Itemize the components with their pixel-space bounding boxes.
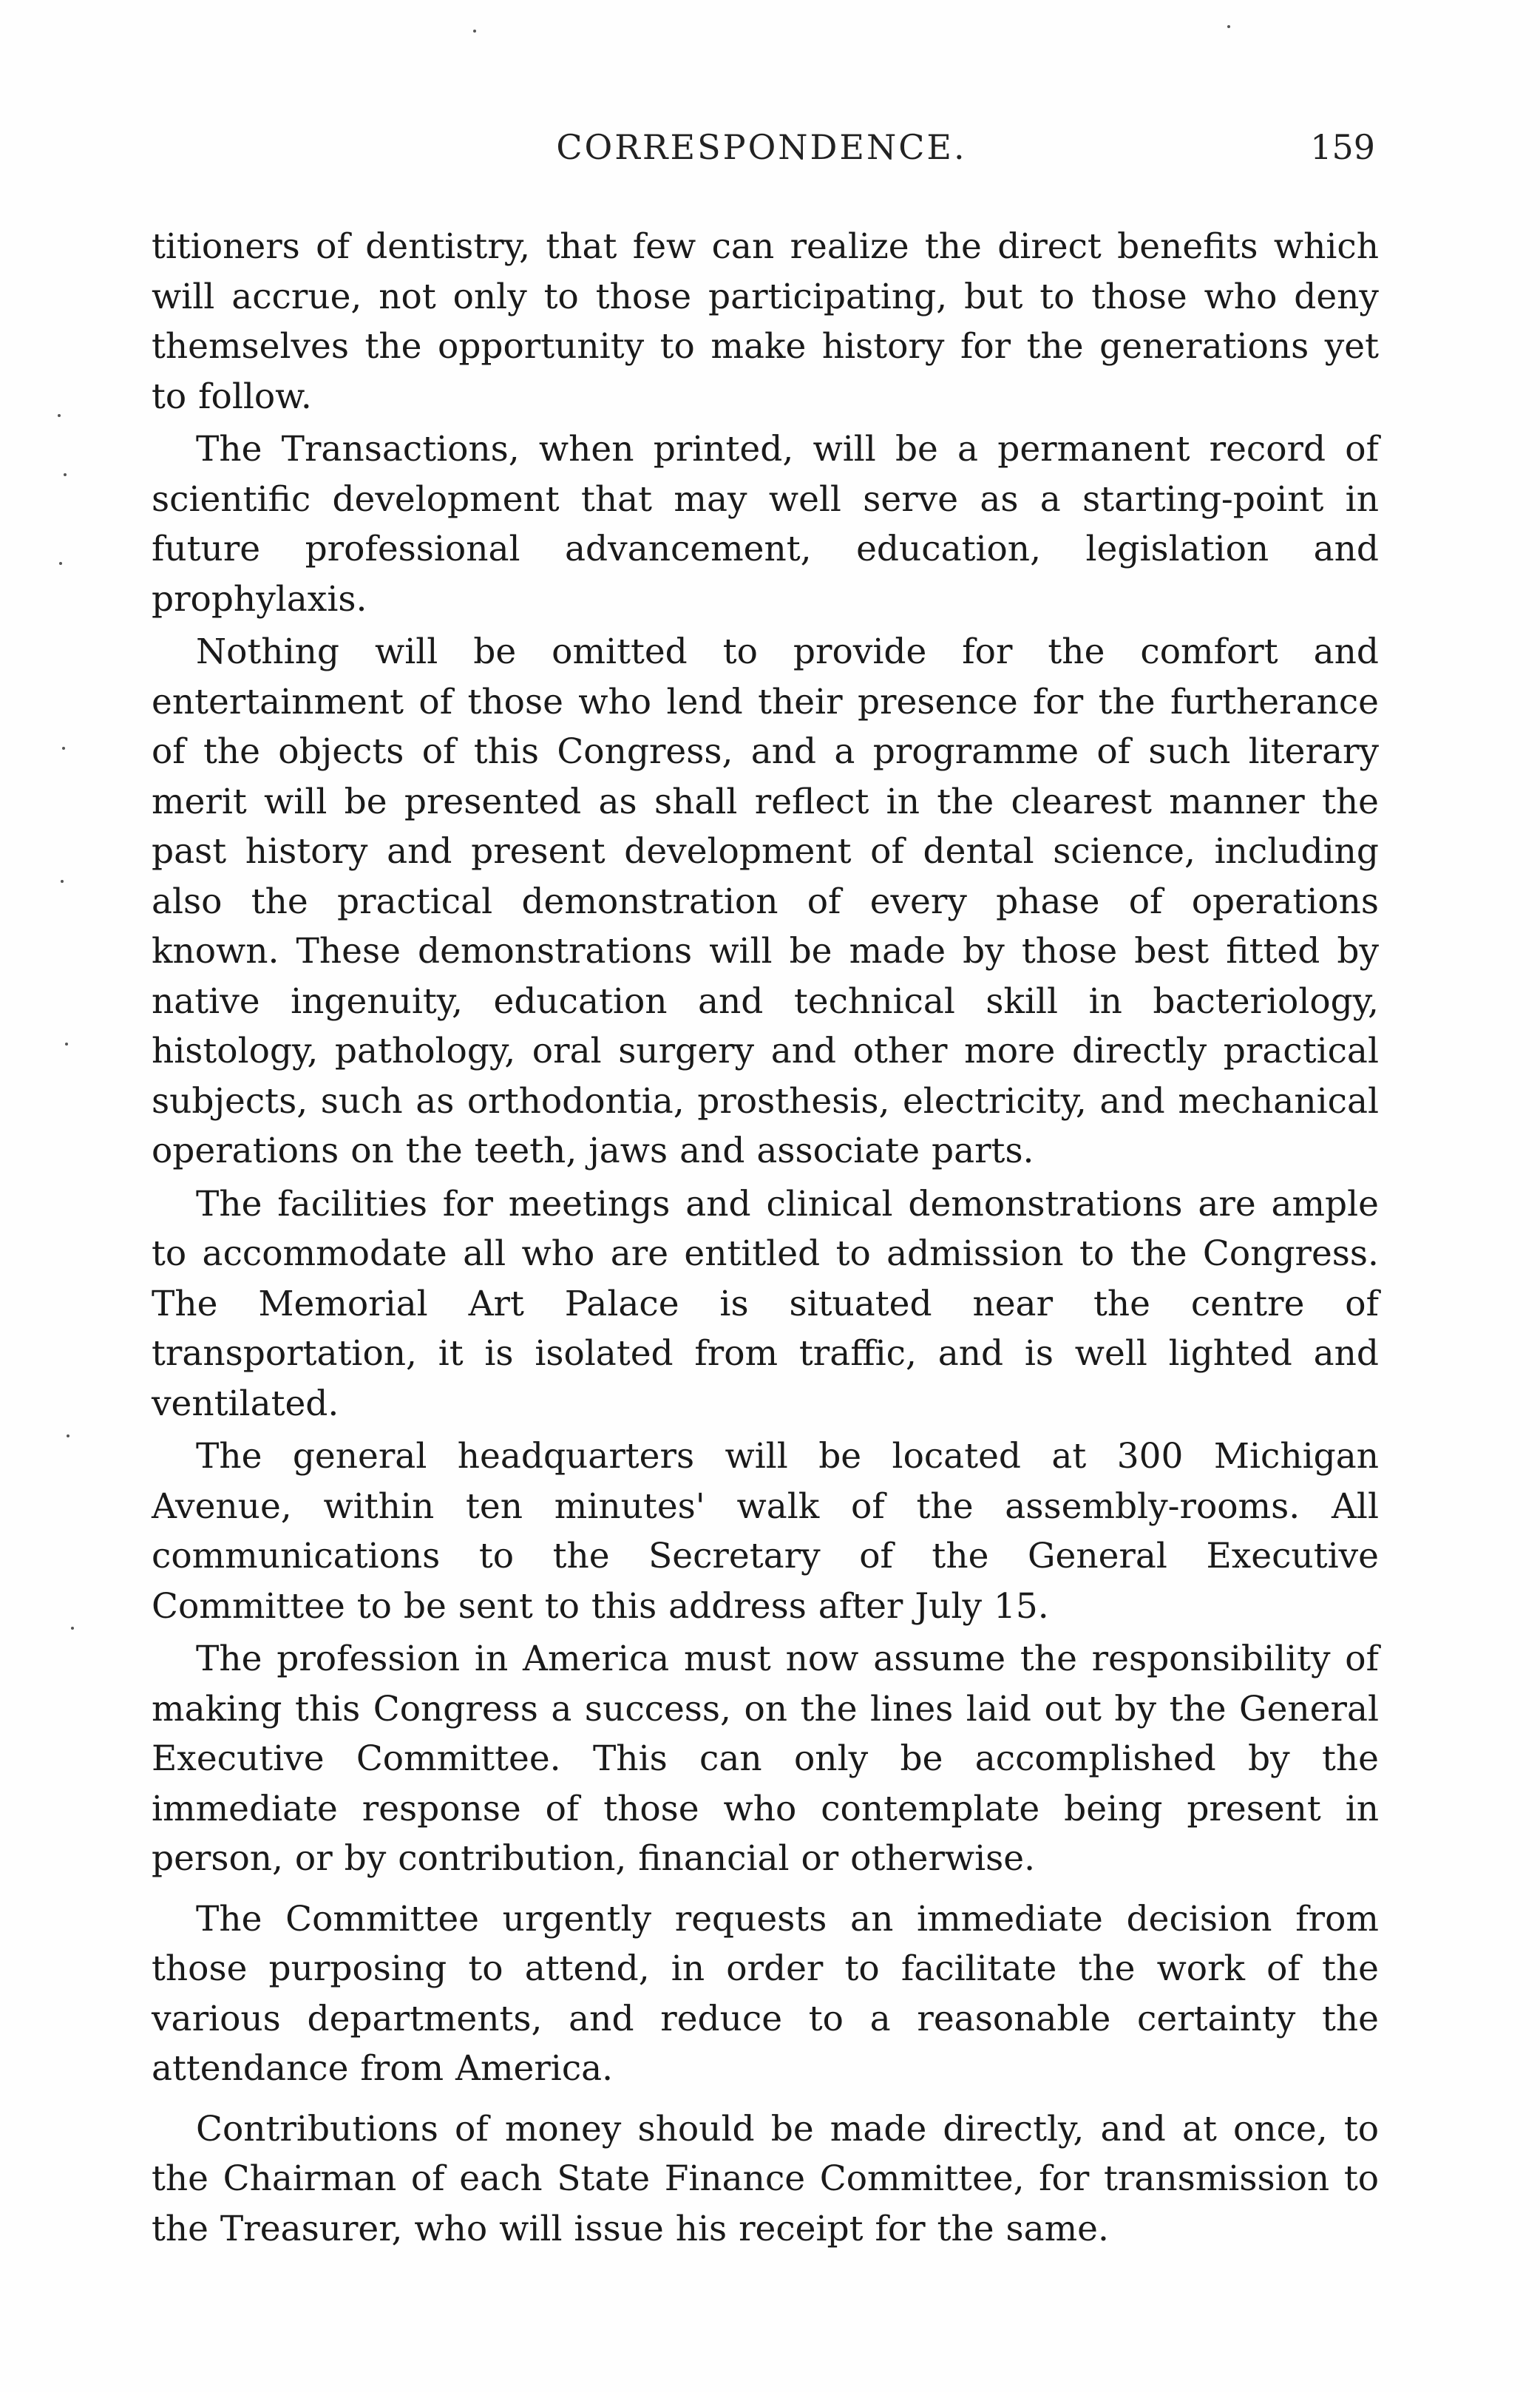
paragraph-programme: Nothing will be omitted to provide for the comfort and entertainment of those who lend their presence for the furtherance of the objects of this Congress, and a programme of such literary merit will be presented as shall reflect in the clearest manner the past history and present development of dental science, including also the practical demonstration of every phase of operations known. These demonstrations will be made by those best fitted by native ingenuity, education and technical skill in bacteriology, histology, pathology, oral surgery and other more directly practical subjects, such as orthodontia, prosthesis, electricity, and mechanical operations on the teeth, jaws and associate parts. xyxy=(152,631,1379,1171)
body-text xyxy=(152,222,1379,2257)
paragraph-facilities: The facilities for meetings and clinical demonstrations are ample to accommodate all who are entitled to admission to the Congress. The Memorial Art Palace is situated near the centre of transportation, it is isolated from traffic, and is well lighted and ventilated. xyxy=(152,1183,1379,1424)
running-head xyxy=(148,127,1375,179)
scan-speck xyxy=(473,30,476,33)
paragraph-continuation: titioners of dentistry, that few can realize the direct benefits which will accrue, not only to those participating, but to those who deny themselves the opportunity to make history for the generations yet to follow. xyxy=(152,226,1379,417)
paragraph-profession: The profession in America must now assume the responsibility of making this Congress a success, on the lines laid out by the General Executive Committee. This can only be accomplished by the immediate response of those who contemplate being present in person, or by contribution, financial or otherwise. xyxy=(152,1639,1379,1879)
running-title: CORRESPONDENCE. xyxy=(556,127,967,167)
scan-speck xyxy=(71,1627,74,1630)
scan-speck xyxy=(59,562,62,565)
scan-speck xyxy=(65,1043,68,1046)
scan-speck xyxy=(1227,25,1230,28)
scan-speck xyxy=(67,1434,69,1437)
paragraph-contributions: Contributions of money should be made directly, and at once, to the Chairman of each State Finance Committee, for transmission to the Treasurer, who will issue his receipt for the same. xyxy=(152,2108,1379,2249)
scan-speck xyxy=(64,473,67,476)
paragraph-transactions: The Transactions, when printed, will be a permanent record of scientific development that may well serve as a starting-point in future professional advancement, education, legislation and prophylaxis. xyxy=(152,429,1379,620)
paragraph-headquarters: The general headquarters will be located at 300 Michigan Avenue, within ten minutes' walk of the assembly-rooms. All communications to the Secretary of the General Executive Committee to be sent to this address after July 15. xyxy=(152,1436,1379,1627)
scan-speck xyxy=(58,414,61,417)
scan-speck xyxy=(61,880,64,883)
page-number: 159 xyxy=(1310,127,1375,167)
paragraph-committee-request: The Committee urgently requests an immediate decision from those purposing to attend, in order to facilitate the work of the various departments, and reduce to a reasonable certainty the attendance from America. xyxy=(152,1898,1379,2089)
scan-speck xyxy=(62,747,65,750)
